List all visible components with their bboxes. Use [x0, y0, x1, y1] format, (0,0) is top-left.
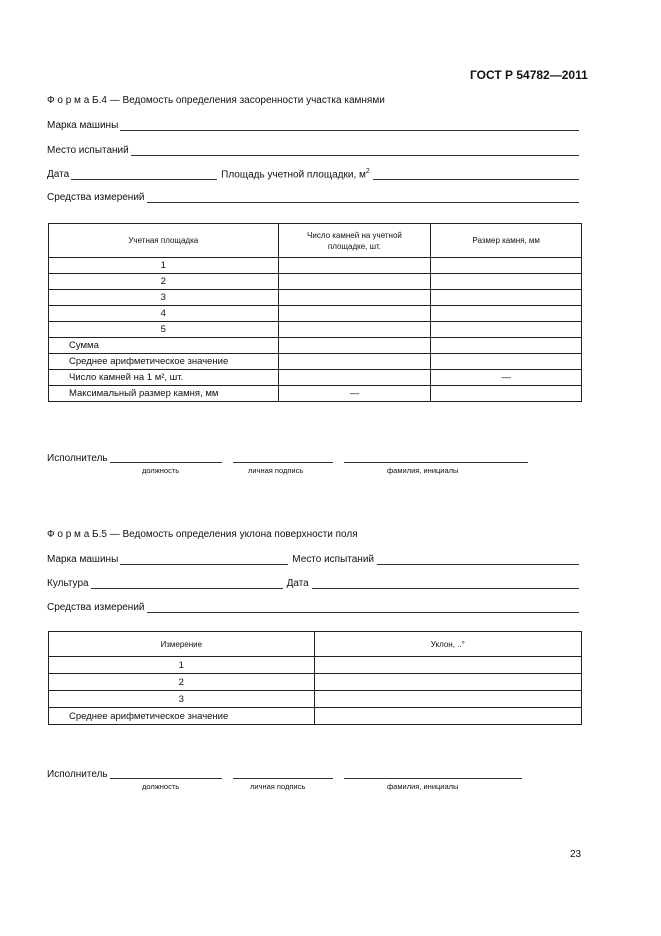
b4-place-label: Место испытаний	[47, 145, 129, 156]
b5-position-line[interactable]	[110, 778, 222, 779]
table-cell[interactable]	[431, 354, 582, 370]
b4-date-label: Дата	[47, 169, 70, 181]
b5-crop-input-line[interactable]	[91, 579, 283, 589]
b4-date-area-field	[47, 168, 579, 180]
table-row	[49, 338, 582, 354]
table-cell[interactable]	[431, 338, 582, 354]
table-row	[49, 386, 582, 402]
form-b4-title: Ф о р м а Б.4 — Ведомость определения засоренности участка камнями	[47, 95, 385, 106]
table-cell[interactable]	[278, 258, 431, 274]
form-b5-title: Ф о р м а Б.5 — Ведомость определения уклона поверхности поля	[47, 529, 358, 540]
b5-name-line[interactable]	[344, 778, 522, 779]
b5-date-label: Дата	[286, 578, 309, 589]
b5-machine-label: Марка машины	[47, 554, 119, 565]
table-cell[interactable]	[314, 708, 581, 725]
b4-area-label: Площадь учетной площадки, $м^2$	[221, 168, 370, 181]
b5-means-input-line[interactable]	[147, 603, 579, 613]
b4-means-field	[47, 192, 579, 203]
b5-caption-signature: личная подпись	[250, 782, 306, 791]
table-cell: Максимальный размер камня, мм	[49, 386, 279, 402]
table-cell: —	[278, 386, 431, 402]
b5-col-slope: Уклон, ..°	[314, 632, 581, 657]
b5-date-input-line[interactable]	[312, 579, 579, 589]
b4-caption-signature: личная подпись	[248, 466, 304, 475]
b5-executor-label: Исполнитель	[47, 769, 108, 780]
b5-place-input-line[interactable]	[377, 555, 579, 565]
b5-place-label: Место испытаний	[292, 554, 374, 565]
table-cell: Сумма	[49, 338, 279, 354]
table-cell: 1	[49, 657, 315, 674]
b4-machine-label: Марка машины	[47, 120, 119, 131]
table-cell[interactable]	[431, 322, 582, 338]
table-cell[interactable]	[431, 274, 582, 290]
b5-machine-input-line[interactable]	[120, 555, 288, 565]
b4-place-field	[47, 145, 579, 156]
b4-position-line[interactable]	[110, 462, 222, 463]
table-row	[49, 258, 582, 274]
table-cell: 5	[49, 322, 279, 338]
b4-means-label: Средства измерений	[47, 192, 145, 203]
b4-machine-input-line[interactable]	[120, 121, 579, 131]
table-cell: Среднее арифметическое значение	[49, 354, 279, 370]
table-row	[49, 322, 582, 338]
b4-executor-label: Исполнитель	[47, 453, 108, 464]
table-row	[49, 674, 582, 691]
b5-caption-position: должность	[142, 782, 180, 791]
table-cell: —	[431, 370, 582, 386]
b4-place-input-line[interactable]	[131, 146, 579, 156]
document-id: ГОСТ Р 54782—2011	[470, 68, 588, 82]
b5-table	[48, 631, 582, 725]
table-cell[interactable]	[278, 290, 431, 306]
table-cell: 1	[49, 258, 279, 274]
table-cell[interactable]	[278, 322, 431, 338]
table-cell: 2	[49, 674, 315, 691]
table-row	[49, 370, 582, 386]
table-cell[interactable]	[278, 354, 431, 370]
table-cell[interactable]	[431, 258, 582, 274]
table-row	[49, 306, 582, 322]
table-cell: 4	[49, 306, 279, 322]
b4-name-line[interactable]	[344, 462, 528, 463]
b4-date-input-line[interactable]	[71, 170, 217, 180]
b4-caption-name: фамилия, инициалы	[387, 466, 459, 475]
b5-signature-line[interactable]	[233, 778, 333, 779]
table-cell: Среднее арифметическое значение	[49, 708, 315, 725]
table-cell[interactable]	[431, 306, 582, 322]
b5-col-measurement: Измерение	[49, 632, 315, 657]
b5-crop-date-field	[47, 578, 579, 589]
b4-means-input-line[interactable]	[147, 193, 579, 203]
b4-table	[48, 223, 582, 402]
table-cell[interactable]	[314, 691, 581, 708]
b5-table-header	[49, 632, 582, 657]
table-cell: Число камней на 1 м², шт.	[49, 370, 279, 386]
table-row	[49, 274, 582, 290]
table-cell: 3	[49, 290, 279, 306]
b4-signature-line[interactable]	[233, 462, 333, 463]
table-row	[49, 691, 582, 708]
b4-col-site: Учетная площадка	[49, 224, 279, 258]
table-cell[interactable]	[278, 274, 431, 290]
b5-means-label: Средства измерений	[47, 602, 145, 613]
table-cell: 2	[49, 274, 279, 290]
table-cell[interactable]	[431, 386, 582, 402]
b5-caption-name: фамилия, инициалы	[387, 782, 459, 791]
b5-crop-label: Культура	[47, 578, 89, 589]
table-row	[49, 290, 582, 306]
b4-table-header	[49, 224, 582, 258]
table-row	[49, 354, 582, 370]
b4-caption-position: должность	[142, 466, 180, 475]
table-row	[49, 708, 582, 725]
b4-col-count: Число камней на учетной площадке, шт.	[278, 224, 431, 258]
b5-machine-place-field	[47, 554, 579, 565]
table-cell[interactable]	[278, 370, 431, 386]
table-cell[interactable]	[278, 306, 431, 322]
b4-area-input-line[interactable]	[373, 170, 579, 180]
b4-col-size: Размер камня, мм	[431, 224, 582, 258]
table-cell[interactable]	[314, 674, 581, 691]
page-number: 23	[570, 849, 582, 860]
table-cell[interactable]	[431, 290, 582, 306]
b4-machine-field	[47, 120, 579, 131]
table-row	[49, 657, 582, 674]
table-cell[interactable]	[278, 338, 431, 354]
table-cell: 3	[49, 691, 315, 708]
table-cell[interactable]	[314, 657, 581, 674]
b5-means-field	[47, 602, 579, 613]
